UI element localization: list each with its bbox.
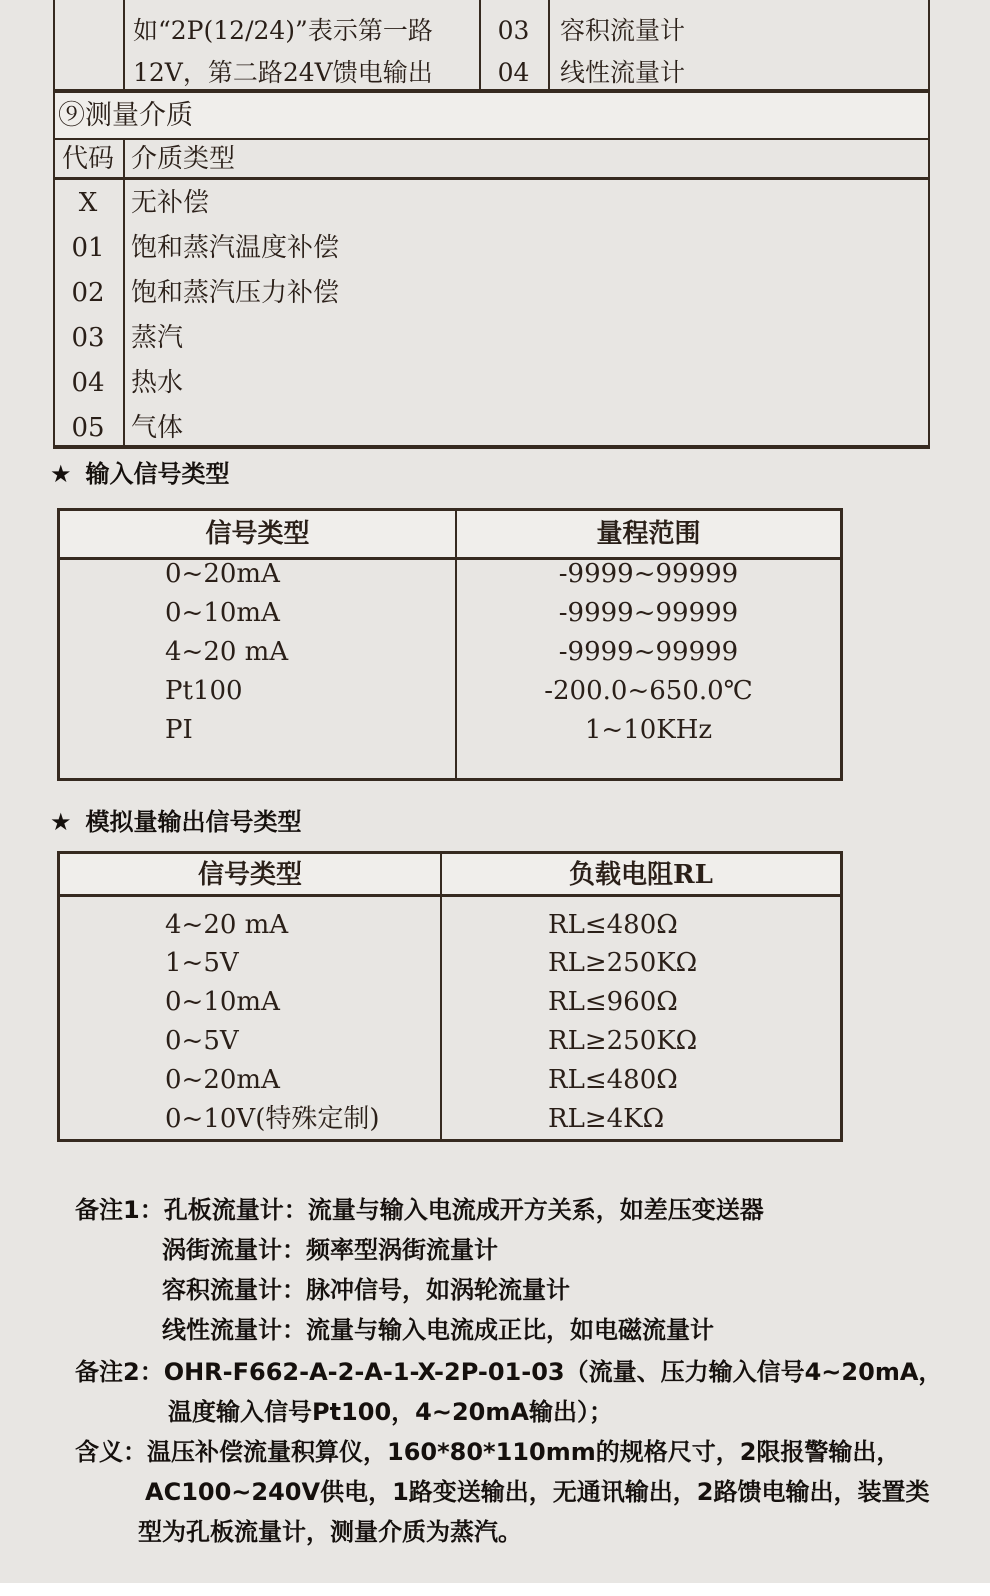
output-row-type: 0~10V(特殊定制) bbox=[165, 1104, 380, 1134]
star-icon: ★ bbox=[50, 808, 72, 836]
output-row-type: 4~20 mA bbox=[165, 910, 289, 940]
output-col-header-load: 负载电阻RL bbox=[569, 860, 713, 890]
medium-row-type: 饱和蒸汽压力补偿 bbox=[131, 278, 340, 308]
remark1-line4: 线性流量计：流量与输入电流成正比，如电磁流量计 bbox=[162, 1316, 714, 1344]
input-table-right-border bbox=[840, 508, 843, 781]
medium-header-type: 介质类型 bbox=[131, 144, 236, 174]
t1-divider-a bbox=[123, 0, 125, 93]
carryover-desc-line1: 如“2P(12/24)”表示第一路 bbox=[133, 16, 433, 45]
bottom-white-strip bbox=[0, 1583, 990, 1596]
input-row-type: 0~20mA bbox=[165, 559, 280, 589]
remark1-line2: 涡街流量计：频率型涡街流量计 bbox=[162, 1236, 498, 1264]
star-icon: ★ bbox=[50, 460, 72, 488]
output-table-top-border bbox=[57, 851, 843, 854]
input-row-type: 4~20 mA bbox=[165, 637, 289, 667]
medium-row-code: 05 bbox=[71, 413, 105, 443]
t1-hline-2 bbox=[53, 138, 930, 140]
input-row-type: PI bbox=[165, 715, 193, 745]
carryover-desc-line2: 12V，第二路24V馈电输出 bbox=[133, 58, 433, 87]
medium-row-type: 饱和蒸汽温度补偿 bbox=[131, 233, 340, 263]
remark1-line1: 备注1：孔板流量计：流量与输入电流成开方关系，如差压变送器 bbox=[75, 1196, 764, 1224]
output-row-load: RL≥4KΩ bbox=[548, 1104, 665, 1134]
input-row-range: -9999~99999 bbox=[558, 598, 739, 628]
input-row-type: 0~10mA bbox=[165, 598, 280, 628]
output-table-column-divider bbox=[440, 851, 442, 1142]
output-row-type: 0~5V bbox=[165, 1026, 239, 1056]
input-col-header-type: 信号类型 bbox=[205, 519, 310, 549]
output-row-type: 0~10mA bbox=[165, 987, 280, 1017]
output-signal-heading bbox=[50, 806, 302, 838]
meaning-line2: AC100~240V供电，1路变送输出，无通讯输出，2路馈电输出，装置类 bbox=[145, 1478, 930, 1506]
t1-right-border bbox=[928, 0, 930, 449]
remark2-line2: 温度输入信号Pt100，4~20mA输出）； bbox=[168, 1398, 613, 1426]
output-row-load: RL≥250KΩ bbox=[548, 1026, 698, 1056]
t1-hline-3 bbox=[53, 177, 930, 180]
output-col-header-type: 信号类型 bbox=[197, 860, 302, 890]
input-table-bottom-border bbox=[57, 778, 843, 781]
input-row-type: Pt100 bbox=[165, 676, 243, 706]
output-row-load: RL≤960Ω bbox=[548, 987, 678, 1017]
output-table-header-underline bbox=[57, 894, 843, 897]
medium-header-code: 代码 bbox=[61, 144, 114, 174]
medium-row-code: 03 bbox=[71, 323, 105, 353]
output-row-load: RL≥250KΩ bbox=[548, 948, 698, 978]
input-signal-heading-label: 输入信号类型 bbox=[85, 460, 230, 488]
medium-row-code: 01 bbox=[71, 233, 105, 263]
output-row-load: RL≤480Ω bbox=[548, 1065, 678, 1095]
input-row-range: -200.0~650.0℃ bbox=[544, 676, 753, 706]
input-row-range: 1~10KHz bbox=[584, 715, 713, 745]
input-row-range: -9999~99999 bbox=[558, 637, 739, 667]
remark1-line3: 容积流量计：脉冲信号，如涡轮流量计 bbox=[162, 1276, 570, 1304]
medium-row-code: 02 bbox=[71, 278, 105, 308]
input-col-header-range: 量程范围 bbox=[596, 519, 701, 549]
medium-row-type: 无补偿 bbox=[131, 188, 210, 218]
medium-section-title: ⑨测量介质 bbox=[58, 100, 193, 131]
medium-row-type: 热水 bbox=[131, 368, 184, 398]
remark2-line1: 备注2：OHR-F662-A-2-A-1-X-2P-01-03（流量、压力输入信号4~20mA， bbox=[75, 1358, 943, 1386]
output-row-load: RL≤480Ω bbox=[548, 910, 678, 940]
medium-row-type: 蒸汽 bbox=[131, 323, 184, 353]
t1-code-divider bbox=[123, 138, 125, 449]
medium-row-code: X bbox=[78, 188, 98, 218]
meaning-line3: 型为孔板流量计，测量介质为蒸汽。 bbox=[138, 1518, 522, 1546]
medium-row-code: 04 bbox=[71, 368, 105, 398]
input-row-range: -9999~99999 bbox=[558, 559, 739, 589]
t1-divider-c bbox=[548, 0, 550, 93]
output-row-type: 1~5V bbox=[165, 948, 239, 978]
carryover-row-name: 线性流量计 bbox=[560, 58, 686, 87]
output-signal-heading-label: 模拟量输出信号类型 bbox=[85, 808, 302, 836]
output-row-type: 0~20mA bbox=[165, 1065, 280, 1095]
input-table-top-border bbox=[57, 508, 843, 511]
meaning-line1: 含义：温压补偿流量积算仪，160*80*110mm的规格尺寸，2限报警输出， bbox=[75, 1438, 901, 1466]
input-signal-heading bbox=[50, 458, 230, 490]
medium-row-type: 气体 bbox=[131, 413, 184, 443]
carryover-row-code: 03 bbox=[497, 16, 530, 45]
carryover-row-name: 容积流量计 bbox=[560, 16, 686, 45]
carryover-row-code: 04 bbox=[497, 58, 530, 87]
t1-bottom-border bbox=[53, 445, 930, 449]
output-table-bottom-border bbox=[57, 1139, 843, 1142]
